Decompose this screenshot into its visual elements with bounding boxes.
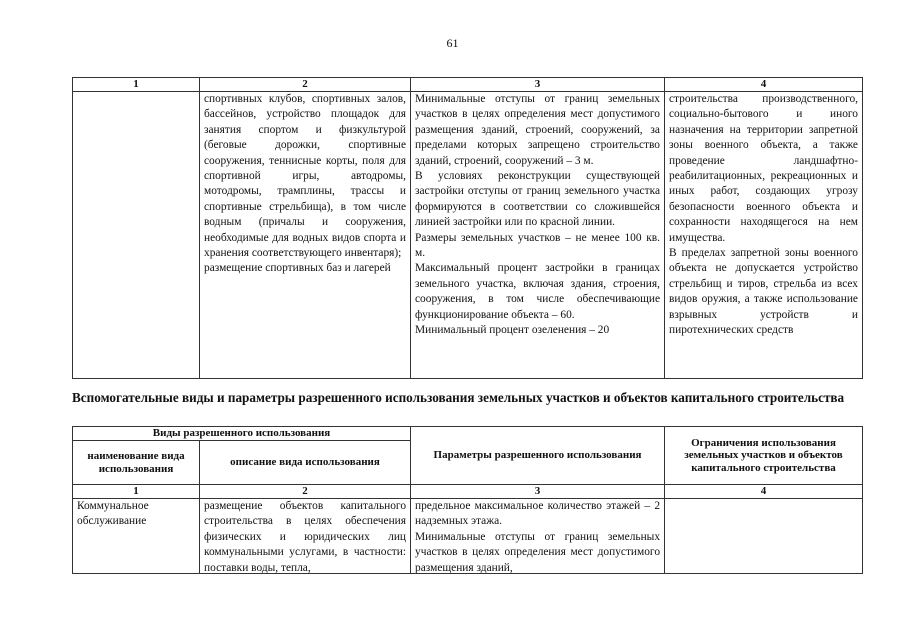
params-header: Параметры разрешенного использования bbox=[411, 427, 665, 485]
parameter-paragraph: Минимальные отступы от границ земельных участков в целях определения мест допустимого размещения зданий, строений, сооружений, за пределами которых запрещено строительство зданий, строений, сооружений – 3 м. bbox=[415, 93, 660, 167]
parameters-wrap bbox=[415, 499, 660, 573]
use-description-text: размещение объектов капитального строительства в целях обеспечения физических и юридических лиц коммунальными услугами, в частности: поставки воды, тепла, bbox=[204, 500, 407, 573]
continuation-table bbox=[72, 77, 863, 379]
parameter-paragraph: предельное максимальное количество этажей – 2 надземных этажа. bbox=[415, 500, 661, 528]
cell-restrictions bbox=[665, 92, 863, 379]
parameter-paragraph: В условиях реконструкции существующей застройки отступы от границ земельного участка формируются в соответствии со сложившейся линией застройки или по красной линии. bbox=[415, 170, 660, 229]
col-number-4: 4 bbox=[665, 485, 863, 499]
group-header: Виды разрешенного использования bbox=[73, 427, 411, 441]
col-number-2: 2 bbox=[200, 78, 411, 92]
cell-use-name bbox=[73, 499, 200, 574]
table-row bbox=[73, 499, 863, 574]
restriction-paragraph: строительства производственного, социально-бытового и иного назначения на территории запретной зоны военного объекта, а также проведение ландшафтно-реабилитационных, рекреационных и иных работ, создающих угрозу безопасности военного объекта и сохранности находящегося на нем имущества. bbox=[669, 93, 858, 244]
col-number-4: 4 bbox=[665, 78, 863, 92]
col-number-1: 1 bbox=[73, 78, 200, 92]
column-number-row bbox=[73, 485, 863, 499]
table-row bbox=[73, 92, 863, 379]
cell-parameters bbox=[411, 499, 665, 574]
restrictions-header: Ограничения использования земельных участков и объектов капитального строительства bbox=[665, 427, 863, 485]
parameter-paragraph: Максимальный процент застройки в границах земельного участка, включая здания, строения, сооружения, в том числе обеспечивающие функционирование объекта – 60. bbox=[415, 262, 660, 321]
col-number-3: 3 bbox=[411, 485, 665, 499]
cell-use-name bbox=[73, 92, 200, 379]
cell-restrictions bbox=[665, 499, 863, 574]
cell-use-description bbox=[200, 92, 411, 379]
auxiliary-uses-table bbox=[72, 426, 863, 574]
description-subheader: описание вида использования bbox=[200, 441, 411, 485]
parameter-paragraph: Минимальные отступы от границ земельных участков в целях определения мест допустимого размещения зданий, bbox=[415, 530, 661, 573]
page-number: 61 bbox=[446, 36, 459, 50]
restriction-paragraph: В пределах запретной зоны военного объекта не допускается устройство стрельбищ и тиров, стрельба из всех видов оружия, а также использование взрывных устройств и пиротехнических средств bbox=[669, 247, 858, 337]
description-paragraph: размещение спортивных баз и лагерей bbox=[204, 262, 391, 275]
use-name-text: Коммунальное обслуживание bbox=[77, 500, 149, 528]
description-paragraph: спортивных клубов, спортивных залов, бассейнов, устройство площадок для занятия спортом и физкультурой (беговые дорожки, спортивные сооружения, теннисные корты, поля для спортивной игры, автодромы, мотодромы, трамплины, трассы и спортивные стрельбища), в том числе водным (причалы и сооружения, необходимые для водных видов спорта и хранения соответствующего инвентаря); bbox=[204, 93, 406, 260]
parameter-paragraph: Размеры земельных участков – не менее 100 кв. м. bbox=[415, 231, 660, 260]
column-number-row bbox=[73, 78, 863, 92]
parameter-paragraph: Минимальный процент озеленения – 20 bbox=[415, 324, 610, 337]
col-number-3: 3 bbox=[411, 78, 665, 92]
section-heading: Вспомогательные виды и параметры разрешенного использования земельных участков и объектов капитального строительства bbox=[72, 390, 845, 405]
cell-parameters bbox=[411, 92, 665, 379]
name-subheader: наименование вида использования bbox=[73, 441, 200, 485]
col-number-2: 2 bbox=[200, 485, 411, 499]
col-number-1: 1 bbox=[73, 485, 200, 499]
restrictions-text bbox=[669, 499, 858, 573]
cell-use-description bbox=[200, 499, 411, 574]
